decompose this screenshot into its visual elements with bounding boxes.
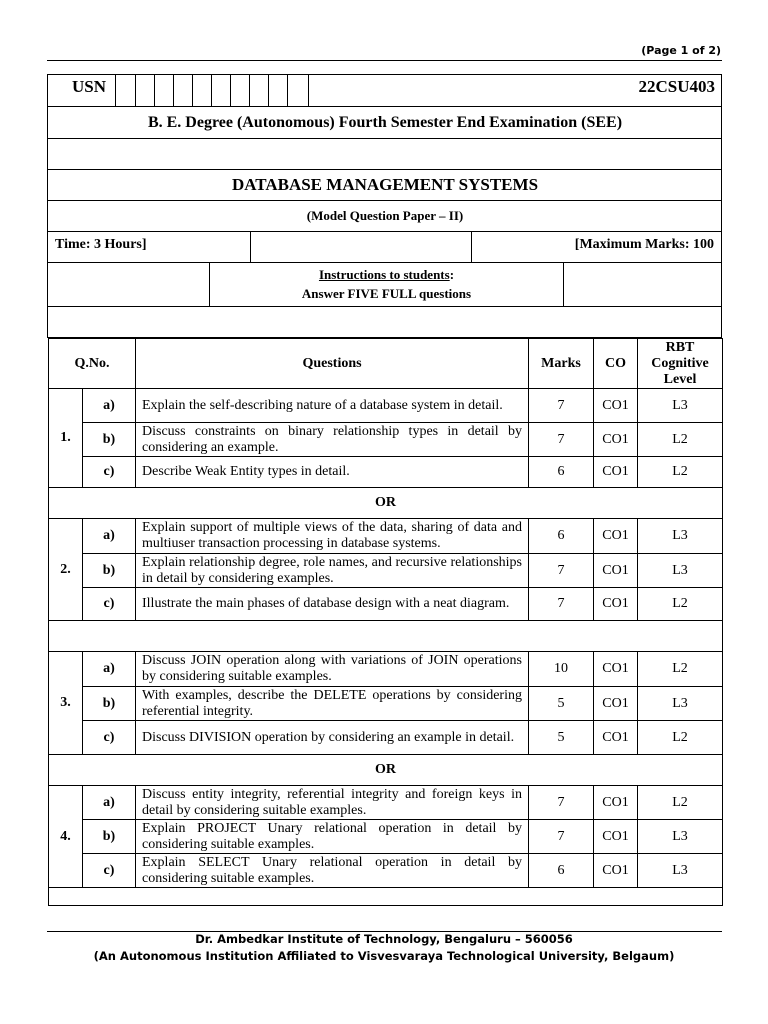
or-row bbox=[49, 755, 723, 786]
questions-header: Questions bbox=[136, 339, 529, 389]
marks-value: 5 bbox=[529, 687, 594, 721]
qno-header: Q.No. bbox=[49, 339, 136, 389]
degree-line: B. E. Degree (Autonomous) Fourth Semester End Examination (SEE) bbox=[147, 113, 623, 131]
table-row bbox=[49, 389, 723, 423]
question-text: Explain relationship degree, role names, and recursive relationships in detail by considering examples. bbox=[136, 554, 529, 588]
question-number: 1. bbox=[49, 389, 83, 488]
table-row bbox=[49, 588, 723, 621]
co-value: CO1 bbox=[594, 389, 638, 423]
co-header: CO bbox=[594, 339, 638, 389]
marks-value: 6 bbox=[529, 854, 594, 888]
marks-value: 6 bbox=[529, 457, 594, 488]
question-text: Explain SELECT Unary relational operation in detail by considering suitable examples. bbox=[136, 854, 529, 888]
co-value: CO1 bbox=[594, 519, 638, 554]
marks-value: 7 bbox=[529, 820, 594, 854]
spacer-row bbox=[49, 621, 723, 652]
co-value: CO1 bbox=[594, 457, 638, 488]
rbt-value: L2 bbox=[638, 721, 723, 755]
rbt-value: L2 bbox=[638, 457, 723, 488]
part-label: b) bbox=[83, 554, 136, 588]
institution-name: Dr. Ambedkar Institute of Technology, Bengaluru – 560056 bbox=[195, 932, 573, 946]
table-row bbox=[49, 721, 723, 755]
rbt-value: L3 bbox=[638, 554, 723, 588]
institution-footer bbox=[0, 930, 768, 965]
co-value: CO1 bbox=[594, 554, 638, 588]
marks-header: Marks bbox=[529, 339, 594, 389]
page-number: (Page 1 of 2) bbox=[641, 44, 721, 57]
instructions-title: Instructions to students bbox=[318, 267, 450, 282]
question-text: Discuss DIVISION operation by considering an example in detail. bbox=[136, 721, 529, 755]
paper-type: (Model Question Paper – II) bbox=[306, 208, 464, 223]
instructions bbox=[210, 265, 563, 303]
co-value: CO1 bbox=[594, 854, 638, 888]
part-label: c) bbox=[83, 457, 136, 488]
marks-value: 7 bbox=[529, 588, 594, 621]
subject-title: DATABASE MANAGEMENT SYSTEMS bbox=[231, 175, 539, 194]
table-row bbox=[49, 854, 723, 888]
table-row bbox=[49, 820, 723, 854]
question-text: Explain the self-describing nature of a database system in detail. bbox=[136, 389, 529, 423]
table-row bbox=[49, 786, 723, 820]
part-label: a) bbox=[83, 786, 136, 820]
or-row bbox=[49, 488, 723, 519]
question-text: Explain PROJECT Unary relational operation in detail by considering suitable examples. bbox=[136, 820, 529, 854]
course-code: 22CSU403 bbox=[638, 77, 715, 96]
or-label: OR bbox=[49, 488, 723, 519]
rbt-value: L3 bbox=[638, 820, 723, 854]
question-text: With examples, describe the DELETE operations by considering referential integrity. bbox=[136, 687, 529, 721]
part-label: c) bbox=[83, 854, 136, 888]
co-value: CO1 bbox=[594, 687, 638, 721]
question-text: Discuss entity integrity, referential integrity and foreign keys in detail by considering suitable examples. bbox=[136, 786, 529, 820]
question-text: Describe Weak Entity types in detail. bbox=[136, 457, 529, 488]
instructions-colon: : bbox=[449, 267, 455, 282]
question-number: 4. bbox=[49, 786, 83, 888]
co-value: CO1 bbox=[594, 786, 638, 820]
usn-boxes bbox=[115, 74, 309, 106]
marks-value: 7 bbox=[529, 423, 594, 457]
rbt-value: L2 bbox=[638, 423, 723, 457]
table-header-row bbox=[49, 339, 723, 389]
table-row bbox=[49, 423, 723, 457]
part-label: c) bbox=[83, 588, 136, 621]
part-label: c) bbox=[83, 721, 136, 755]
spacer-row bbox=[49, 888, 723, 906]
co-value: CO1 bbox=[594, 423, 638, 457]
part-label: b) bbox=[83, 687, 136, 721]
rbt-header: RBT Cognitive Level bbox=[638, 339, 723, 389]
marks-value: 5 bbox=[529, 721, 594, 755]
rbt-value: L2 bbox=[638, 786, 723, 820]
rbt-value: L2 bbox=[638, 588, 723, 621]
co-value: CO1 bbox=[594, 721, 638, 755]
marks-value: 6 bbox=[529, 519, 594, 554]
marks-value: 7 bbox=[529, 389, 594, 423]
question-text: Discuss JOIN operation along with variations of JOIN operations by considering suitable examples. bbox=[136, 652, 529, 687]
table-row bbox=[49, 652, 723, 687]
part-label: a) bbox=[83, 652, 136, 687]
part-label: b) bbox=[83, 423, 136, 457]
rbt-value: L3 bbox=[638, 687, 723, 721]
rbt-value: L3 bbox=[638, 389, 723, 423]
table-row bbox=[49, 457, 723, 488]
co-value: CO1 bbox=[594, 588, 638, 621]
marks-value: 7 bbox=[529, 554, 594, 588]
header-rule bbox=[47, 60, 722, 61]
rbt-value: L3 bbox=[638, 519, 723, 554]
usn-label: USN bbox=[72, 77, 107, 96]
question-number: 3. bbox=[49, 652, 83, 755]
table-row bbox=[49, 687, 723, 721]
exam-duration: Time: 3 Hours] bbox=[55, 237, 147, 252]
co-value: CO1 bbox=[594, 820, 638, 854]
co-value: CO1 bbox=[594, 652, 638, 687]
table-row bbox=[49, 519, 723, 554]
part-label: a) bbox=[83, 389, 136, 423]
rbt-value: L2 bbox=[638, 652, 723, 687]
maximum-marks: [Maximum Marks: 100 bbox=[574, 237, 714, 252]
marks-value: 7 bbox=[529, 786, 594, 820]
institution-affiliation: (An Autonomous Institution Affiliated to Visvesvaraya Technological University, Belgaum) bbox=[93, 949, 675, 963]
question-number: 2. bbox=[49, 519, 83, 621]
part-label: a) bbox=[83, 519, 136, 554]
or-label: OR bbox=[49, 755, 723, 786]
question-text: Discuss constraints on binary relationship types in detail by considering an example. bbox=[136, 423, 529, 457]
question-text: Explain support of multiple views of the data, sharing of data and multiuser transaction processing in database systems. bbox=[136, 519, 529, 554]
table-row bbox=[49, 554, 723, 588]
rbt-value: L3 bbox=[638, 854, 723, 888]
question-text: Illustrate the main phases of database design with a neat diagram. bbox=[136, 588, 529, 621]
marks-value: 10 bbox=[529, 652, 594, 687]
instructions-text: Answer FIVE FULL questions bbox=[301, 286, 472, 301]
questions-table bbox=[48, 338, 723, 906]
part-label: b) bbox=[83, 820, 136, 854]
